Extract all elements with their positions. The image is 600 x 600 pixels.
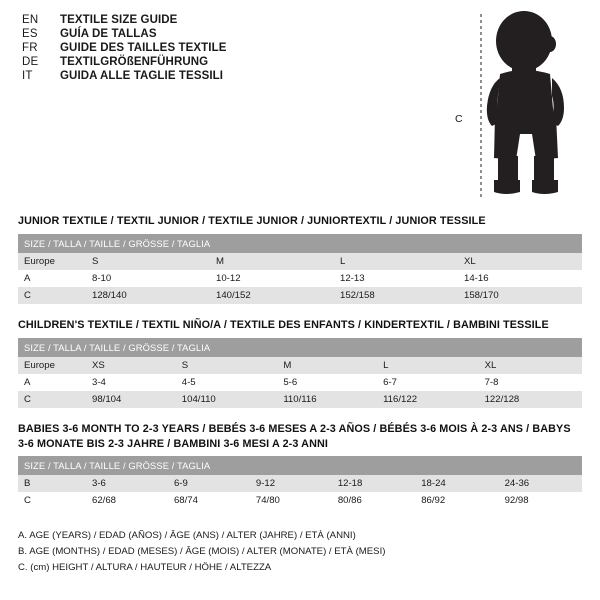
language-title: TEXTILE SIZE GUIDE [60,14,178,26]
language-title: GUÍA DE TALLAS [60,28,157,40]
cell: 110/116 [277,391,377,408]
row-label: B [18,475,86,492]
language-title: TEXTILGRÖßENFÜHRUNG [60,56,209,68]
cell: 3-6 [86,475,168,492]
row-label: C [18,287,86,304]
cell: 104/110 [176,391,278,408]
cell: 158/170 [458,287,582,304]
cell: 68/74 [168,492,250,509]
language-code: ES [22,28,38,40]
cell: 5-6 [277,374,377,391]
cell: 24-36 [499,475,582,492]
section-children [18,318,582,408]
cell: S [86,253,210,270]
language-code: IT [22,70,33,82]
cell: 128/140 [86,287,210,304]
table-row [18,492,582,509]
language-code: DE [22,56,39,68]
footnotes [18,529,582,577]
table-row [18,357,582,374]
table-head-row [18,338,582,357]
footnote-c: C. (cm) HEIGHT / ALTURA / HAUTEUR / HÖHE / ALTEZZA [18,561,272,573]
junior-size-table [18,234,582,304]
cell: 74/80 [250,492,332,509]
table-head-row [18,456,582,475]
cell: L [334,253,458,270]
cell: 9-12 [250,475,332,492]
cell: 12-13 [334,270,458,287]
table-row [18,287,582,304]
row-label: Europe [18,253,86,270]
table-head-row [18,234,582,253]
cell: M [210,253,334,270]
cell: 6-7 [377,374,479,391]
language-row-es [22,28,442,40]
cell: 86/92 [415,492,498,509]
height-marker-label: C [455,113,463,125]
cell: 152/158 [334,287,458,304]
language-row-fr [22,42,442,54]
row-label: A [18,374,86,391]
section-title: CHILDREN'S TEXTILE / TEXTIL NIÑO/A / TEXTILE DES ENFANTS / KINDERTEXTIL / BAMBINI TESSILE [18,319,549,331]
table-head-label: SIZE / TALLA / TAILLE / GRÖSSE / TAGLIA [18,234,582,253]
cell: 92/98 [499,492,582,509]
cell: 10-12 [210,270,334,287]
cell: 12-18 [332,475,415,492]
cell: 80/86 [332,492,415,509]
cell: 18-24 [415,475,498,492]
cell: 4-5 [176,374,278,391]
cell: 8-10 [86,270,210,287]
table-row [18,391,582,408]
language-title: GUIDE DES TAILLES TEXTILE [60,42,227,54]
cell: 98/104 [86,391,176,408]
cell: 3-4 [86,374,176,391]
children-size-table [18,338,582,408]
table-row [18,270,582,287]
cell: 14-16 [458,270,582,287]
footnote-b: B. AGE (MONTHS) / EDAD (MESES) / ÂGE (MOIS) / ALTER (MONATE) / ETÀ (MESI) [18,545,386,557]
language-row-de [22,56,442,68]
language-code: EN [22,14,39,26]
language-row-it [22,70,442,82]
measurement-figure [440,8,590,203]
cell: L [377,357,479,374]
cell: M [277,357,377,374]
cell: XL [479,357,582,374]
language-header [22,14,442,84]
cell: XS [86,357,176,374]
language-code: FR [22,42,38,54]
cell: 140/152 [210,287,334,304]
table-row [18,253,582,270]
cell: 122/128 [479,391,582,408]
cell: 6-9 [168,475,250,492]
language-row-en [22,14,442,26]
baby-silhouette-icon [440,8,590,203]
table-head-label: SIZE / TALLA / TAILLE / GRÖSSE / TAGLIA [18,338,582,357]
cell: XL [458,253,582,270]
row-label: A [18,270,86,287]
row-label: C [18,391,86,408]
table-row [18,475,582,492]
section-junior [18,214,582,304]
row-label: C [18,492,86,509]
section-title: BABIES 3-6 MONTH TO 2-3 YEARS / BEBÉS 3-6 MESES A 2-3 AÑOS / BÉBÉS 3-6 MOIS À 2-3 ANS / BABYS 3-6 MONATE BIS 2-3 JAHRE / BAMBINI 3-6 MESI A 2-3 ANNI [18,423,571,450]
cell: 116/122 [377,391,479,408]
section-babies [18,422,582,509]
babies-size-table [18,456,582,509]
language-title: GUIDA ALLE TAGLIE TESSILI [60,70,224,82]
cell: 7-8 [479,374,582,391]
section-title: JUNIOR TEXTILE / TEXTIL JUNIOR / TEXTILE JUNIOR / JUNIORTEXTIL / JUNIOR TESSILE [18,215,486,227]
table-head-label: SIZE / TALLA / TAILLE / GRÖSSE / TAGLIA [18,456,582,475]
footnote-a: A. AGE (YEARS) / EDAD (AÑOS) / ÂGE (ANS) / ALTER (JAHRE) / ETÀ (ANNI) [18,530,356,541]
cell: 62/68 [86,492,168,509]
table-row [18,374,582,391]
row-label: Europe [18,357,86,374]
cell: S [176,357,278,374]
